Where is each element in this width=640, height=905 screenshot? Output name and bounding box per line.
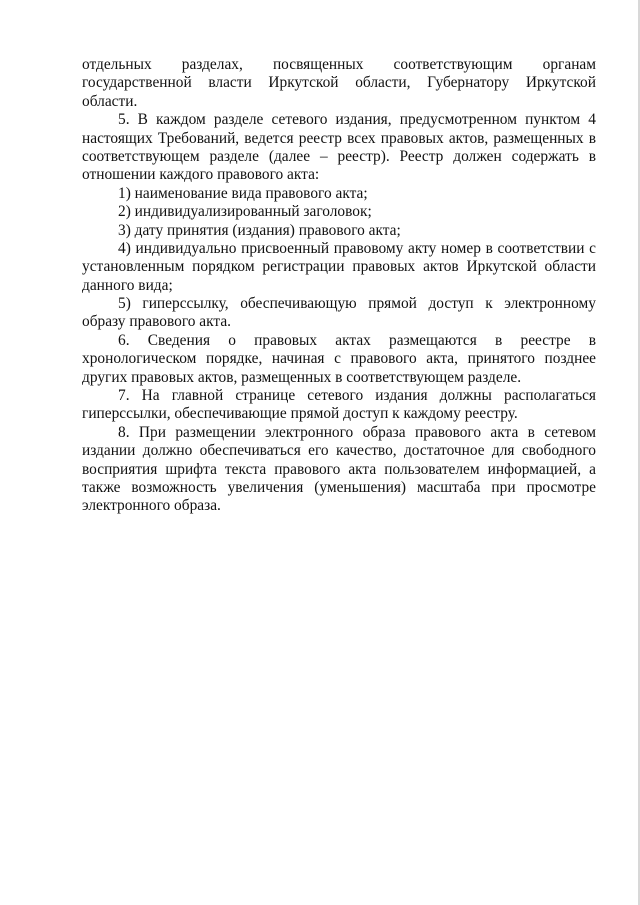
document-line: 5. В каждом разделе сетевого издания, предусмотренном пунктом 4	[118, 111, 596, 129]
document-line: 8. При размещении электронного образа правового акта в сетевом	[118, 423, 596, 441]
document-line: образу правового акта.	[82, 313, 231, 331]
document-line: гиперссылки, обеспечивающие прямой доступ к каждому реестру.	[82, 405, 518, 423]
document-line: восприятия шрифта текста правового акта пользователем информацией, а	[82, 460, 596, 478]
document-line: 4) индивидуально присвоенный правовому акту номер в соответствии с	[118, 239, 596, 257]
document-line: данного вида;	[82, 276, 173, 294]
document-line: отдельных разделах, посвященных соответствующим органам	[82, 56, 596, 73]
document-line: других правовых актов, размещенных в соответствующем разделе.	[82, 368, 522, 386]
document-line: 6. Сведения о правовых актах размещаются в реестре в	[118, 331, 596, 349]
document-line: области.	[82, 92, 138, 110]
document-line: 7. На главной странице сетевого издания должны располагаться	[118, 387, 596, 405]
document-line: настоящих Требований, ведется реестр всех правовых актов, размещенных в	[82, 129, 596, 147]
document-body-text	[82, 56, 596, 516]
document-line: электронного образа.	[82, 497, 221, 515]
document-line: также возможность увеличения (уменьшения) масштаба при просмотре	[82, 478, 596, 496]
document-line: установленным порядком регистрации правовых актов Иркутской области	[82, 258, 596, 276]
document-line: соответствующем разделе (далее – реестр). Реестр должен содержать в	[82, 147, 596, 165]
document-line: 5) гиперссылку, обеспечивающую прямой доступ к электронному	[118, 295, 596, 313]
document-line: издании должно обеспечиваться его качество, достаточное для свободного	[82, 442, 596, 460]
document-line: 3) дату принятия (издания) правового акта;	[118, 221, 401, 239]
document-line: отношении каждого правового акта:	[82, 166, 320, 184]
document-line: 1) наименование вида правового акта;	[118, 184, 368, 202]
document-line: хронологическом порядке, начиная с правового акта, принятого позднее	[82, 350, 596, 368]
document-line: государственной власти Иркутской области, Губернатору Иркутской	[82, 74, 596, 92]
document-line: 2) индивидуализированный заголовок;	[118, 203, 372, 221]
